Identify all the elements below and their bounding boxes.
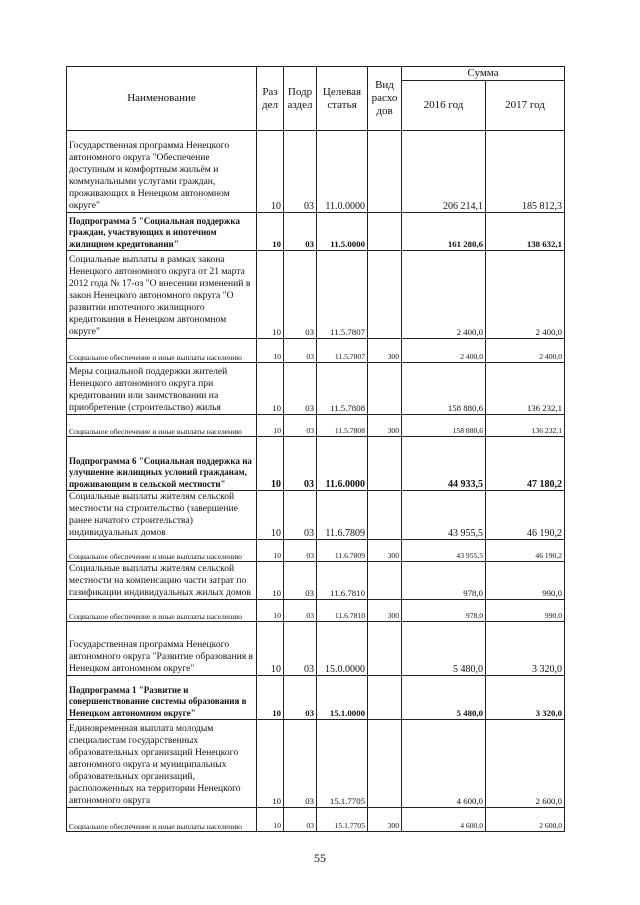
row-2016-cell: 161 280,6 <box>402 213 486 251</box>
row-target-cell: 15.0.0000 <box>317 622 368 676</box>
row-target-cell: 11.5.7807 <box>317 251 368 339</box>
row-podrazdel-cell: 03 <box>284 437 317 491</box>
row-vid-cell: 300 <box>368 540 402 562</box>
row-target-cell: 11.5.7808 <box>317 415 368 437</box>
row-razdel-cell: 10 <box>257 808 284 832</box>
header-name: Наименование <box>67 67 257 131</box>
row-name-cell: Государственная программа Ненецкого автономного округа "Развитие образования в Ненецком автономном округе" <box>67 622 257 676</box>
row-target-cell: 11.6.7810 <box>317 562 368 600</box>
row-name-cell: Подпрограмма 6 "Социальная поддержка на улучшение жилищных условий гражданам, проживающим в сельской местности" <box>67 437 257 491</box>
row-2016-cell: 158 880,6 <box>402 415 486 437</box>
row-2016-cell: 206 214,1 <box>402 131 486 213</box>
row-podrazdel-cell: 03 <box>284 251 317 339</box>
row-name-cell: Единовременная выплата молодым специалистам государственных образовательных организаций Ненецкого автономного округа и муниципальных образовательных организаций, расположенных на территории Ненецкого автономного округа <box>67 720 257 808</box>
row-podrazdel-cell: 03 <box>284 808 317 832</box>
table-row <box>67 562 565 600</box>
row-razdel-cell: 10 <box>257 251 284 339</box>
page-number: 55 <box>314 851 326 865</box>
table-row <box>67 339 565 363</box>
row-target-cell: 11.6.0000 <box>317 437 368 491</box>
row-podrazdel-cell: 03 <box>284 540 317 562</box>
row-razdel-cell: 10 <box>257 600 284 622</box>
row-podrazdel-cell: 03 <box>284 600 317 622</box>
row-name-cell: Социальное обеспечение и иные выплаты населению <box>67 600 257 622</box>
row-razdel-cell: 10 <box>257 363 284 415</box>
row-razdel-cell: 10 <box>257 437 284 491</box>
header-target: Целевая статья <box>317 67 368 131</box>
table-row <box>67 600 565 622</box>
row-razdel-cell: 10 <box>257 491 284 540</box>
row-vid-cell <box>368 491 402 540</box>
row-2017-cell: 2 400,0 <box>486 251 565 339</box>
row-name-cell: Социальное обеспечение и иные выплаты населению <box>67 415 257 437</box>
row-vid-cell <box>368 131 402 213</box>
row-2016-cell: 43 955,5 <box>402 540 486 562</box>
row-podrazdel-cell: 03 <box>284 131 317 213</box>
row-target-cell: 15.1.7705 <box>317 720 368 808</box>
row-podrazdel-cell: 03 <box>284 562 317 600</box>
row-target-cell: 11.6.7809 <box>317 540 368 562</box>
table-row <box>67 131 565 213</box>
row-vid-cell <box>368 251 402 339</box>
row-podrazdel-cell: 03 <box>284 363 317 415</box>
row-2017-cell: 47 180,2 <box>486 437 565 491</box>
row-vid-cell <box>368 213 402 251</box>
row-razdel-cell: 10 <box>257 562 284 600</box>
row-vid-cell: 300 <box>368 415 402 437</box>
row-2017-cell: 185 812,3 <box>486 131 565 213</box>
row-2016-cell: 4 600,0 <box>402 808 486 832</box>
table-row <box>67 676 565 720</box>
row-2016-cell: 2 400,0 <box>402 339 486 363</box>
row-vid-cell <box>368 437 402 491</box>
row-2017-cell: 2 600,0 <box>486 808 565 832</box>
row-name-cell: Социальное обеспечение и иные выплаты населению <box>67 339 257 363</box>
row-2017-cell: 3 320,0 <box>486 676 565 720</box>
row-razdel-cell: 10 <box>257 339 284 363</box>
row-2016-cell: 5 480,0 <box>402 622 486 676</box>
row-2016-cell: 5 480,0 <box>402 676 486 720</box>
row-2017-cell: 2 600,0 <box>486 720 565 808</box>
row-vid-cell <box>368 622 402 676</box>
header-razdel: Раз дел <box>257 67 284 131</box>
row-podrazdel-cell: 03 <box>284 339 317 363</box>
row-razdel-cell: 10 <box>257 622 284 676</box>
table-row <box>67 437 565 491</box>
row-name-cell: Меры социальной поддержки жителей Ненецкого автономного округа при кредитовании или заимствовании на приобретение (строительство) жилья <box>67 363 257 415</box>
table-row <box>67 808 565 832</box>
row-podrazdel-cell: 03 <box>284 415 317 437</box>
row-target-cell: 11.0.0000 <box>317 131 368 213</box>
row-podrazdel-cell: 03 <box>284 622 317 676</box>
row-razdel-cell: 10 <box>257 213 284 251</box>
table-row <box>67 213 565 251</box>
row-target-cell: 11.5.7807 <box>317 339 368 363</box>
budget-table <box>66 66 565 832</box>
row-razdel-cell: 10 <box>257 540 284 562</box>
row-name-cell: Подпрограмма 1 "Развитие и совершенствование системы образования в Ненецком автономном округе" <box>67 676 257 720</box>
row-2017-cell: 136 232,1 <box>486 415 565 437</box>
row-2016-cell: 2 400,0 <box>402 251 486 339</box>
row-target-cell: 11.6.7810 <box>317 600 368 622</box>
row-name-cell: Государственная программа Ненецкого автономного округа "Обеспечение доступным и комфортным жильём и коммунальными услугами граждан, проживающих в Ненецком автономном округе" <box>67 131 257 213</box>
row-target-cell: 11.5.7808 <box>317 363 368 415</box>
row-2017-cell: 990,0 <box>486 600 565 622</box>
table-row <box>67 415 565 437</box>
row-2016-cell: 43 955,5 <box>402 491 486 540</box>
table-row <box>67 720 565 808</box>
row-target-cell: 15.1.7705 <box>317 808 368 832</box>
row-podrazdel-cell: 03 <box>284 720 317 808</box>
row-name-cell: Социальные выплаты жителям сельской местности на строительство (завершение ранее начатого строительства) индивидуальных домов <box>67 491 257 540</box>
row-vid-cell: 300 <box>368 339 402 363</box>
row-vid-cell: 300 <box>368 600 402 622</box>
row-2017-cell: 990,0 <box>486 562 565 600</box>
row-podrazdel-cell: 03 <box>284 676 317 720</box>
table-row <box>67 363 565 415</box>
row-name-cell: Социальное обеспечение и иные выплаты населению <box>67 808 257 832</box>
row-vid-cell <box>368 363 402 415</box>
row-2016-cell: 4 600,0 <box>402 720 486 808</box>
row-2017-cell: 46 190,2 <box>486 540 565 562</box>
row-2017-cell: 136 232,1 <box>486 363 565 415</box>
header-2017: 2017 год <box>486 81 565 131</box>
row-target-cell: 11.5.0000 <box>317 213 368 251</box>
row-name-cell: Социальные выплаты жителям сельской местности на компенсацию части затрат по газификации индивидуальных жилых домов <box>67 562 257 600</box>
header-vid: Вид расхо дов <box>368 67 402 131</box>
table-row <box>67 540 565 562</box>
row-razdel-cell: 10 <box>257 676 284 720</box>
row-vid-cell <box>368 562 402 600</box>
row-vid-cell: 300 <box>368 808 402 832</box>
table-row <box>67 622 565 676</box>
row-name-cell: Социальные выплаты в рамках закона Ненецкого автономного округа от 21 марта 2012 года № 17-оз "О внесении изменений в закон Ненецкого автономного округа "О развитии ипотечного жилищного кредитования в Ненецком автономном округе" <box>67 251 257 339</box>
row-podrazdel-cell: 03 <box>284 491 317 540</box>
header-podrazdel: Подр аздел <box>284 67 317 131</box>
row-2017-cell: 3 320,0 <box>486 622 565 676</box>
row-target-cell: 11.6.7809 <box>317 491 368 540</box>
header-sum: Сумма <box>402 67 565 81</box>
row-podrazdel-cell: 03 <box>284 213 317 251</box>
row-vid-cell <box>368 676 402 720</box>
header-2016: 2016 год <box>402 81 486 131</box>
row-razdel-cell: 10 <box>257 131 284 213</box>
row-target-cell: 15.1.0000 <box>317 676 368 720</box>
row-2016-cell: 44 933,5 <box>402 437 486 491</box>
row-razdel-cell: 10 <box>257 720 284 808</box>
row-2016-cell: 978,0 <box>402 600 486 622</box>
table-row <box>67 491 565 540</box>
row-name-cell: Подпрограмма 5 "Социальная поддержка граждан, участвующих в ипотечном жилищном кредитовании" <box>67 213 257 251</box>
row-vid-cell <box>368 720 402 808</box>
row-2017-cell: 2 400,0 <box>486 339 565 363</box>
row-2017-cell: 138 632,1 <box>486 213 565 251</box>
row-name-cell: Социальное обеспечение и иные выплаты населению <box>67 540 257 562</box>
row-2017-cell: 46 190,2 <box>486 491 565 540</box>
row-razdel-cell: 10 <box>257 415 284 437</box>
row-2016-cell: 158 880,6 <box>402 363 486 415</box>
row-2016-cell: 978,0 <box>402 562 486 600</box>
table-row <box>67 251 565 339</box>
